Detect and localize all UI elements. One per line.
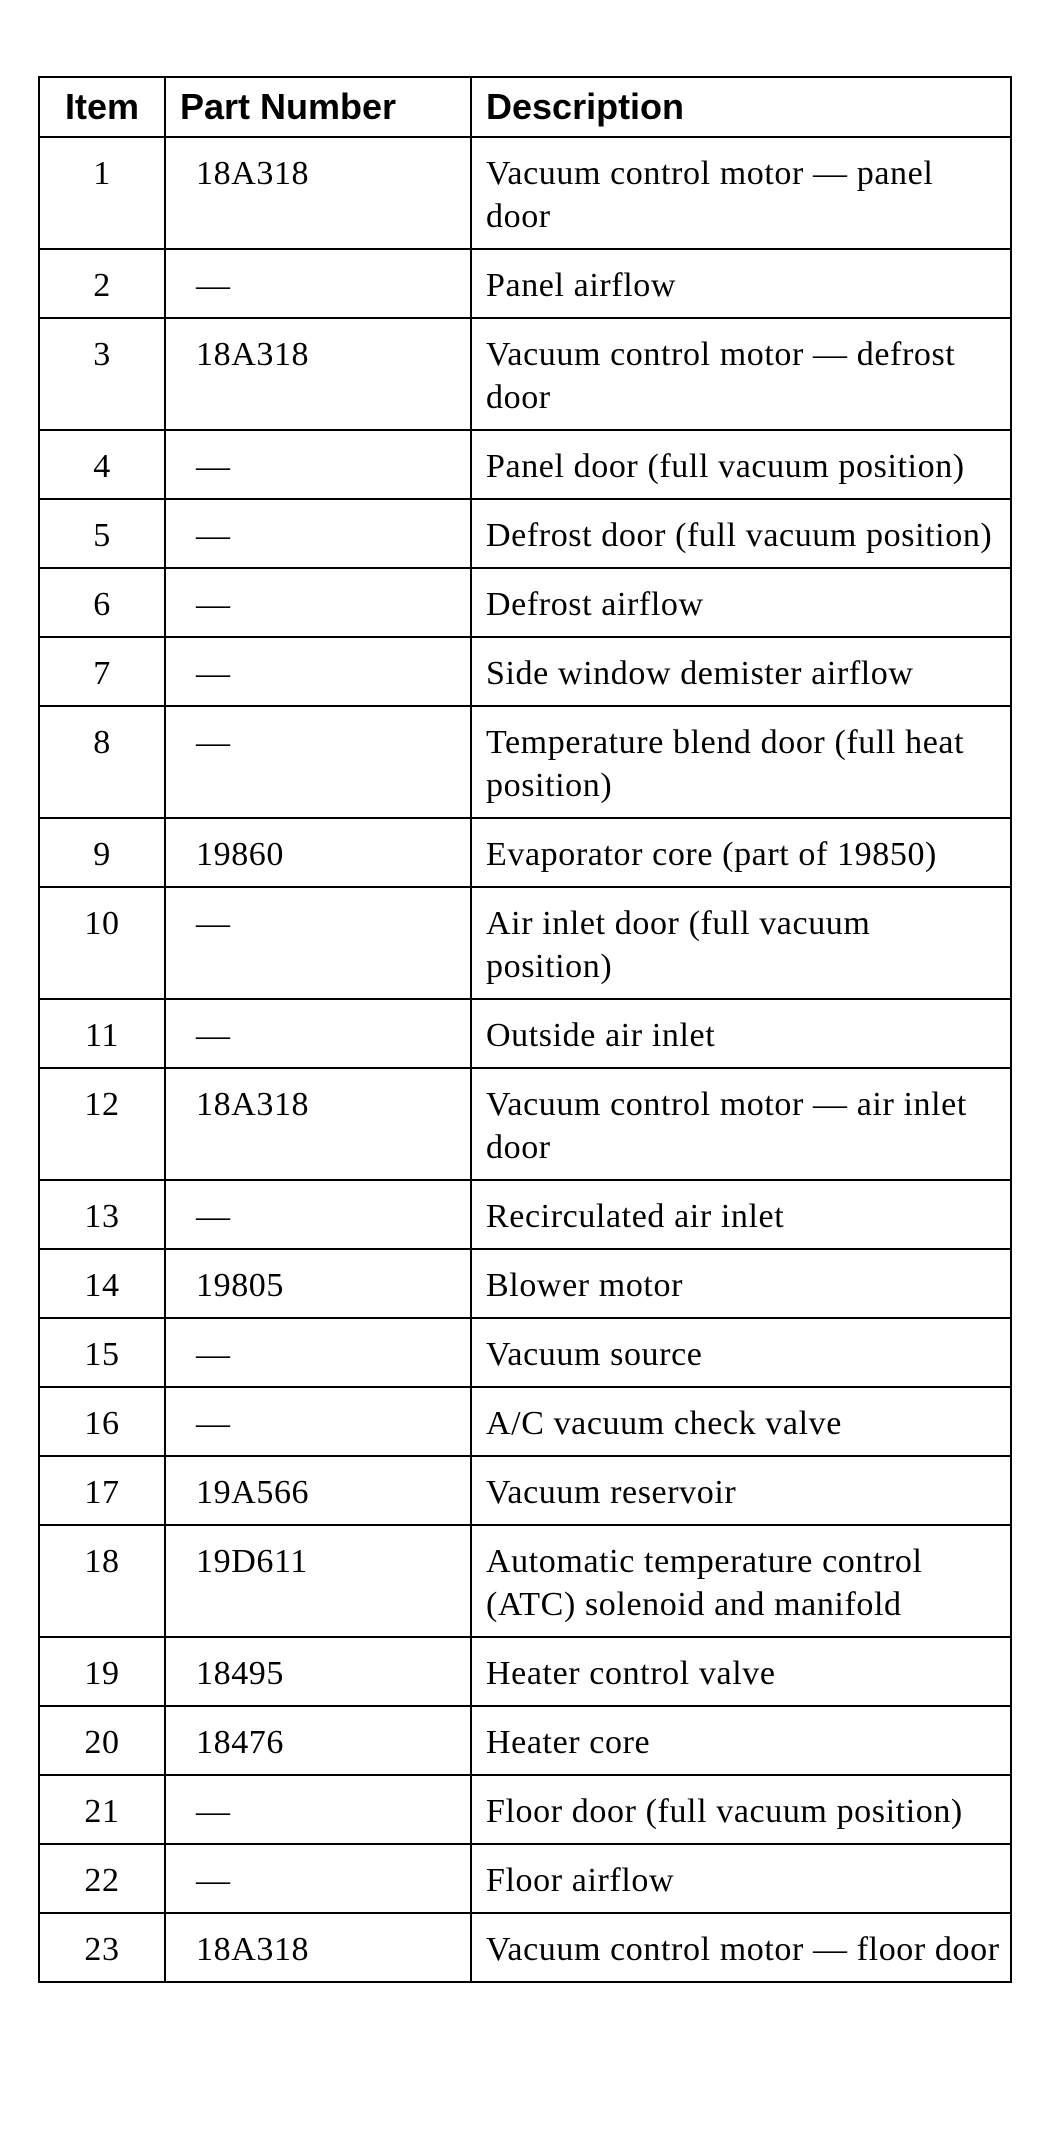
table-row [39,1637,1011,1706]
part-number-cell: — [165,887,471,999]
item-number-cell: 19 [39,1637,165,1706]
table-row [39,637,1011,706]
parts-table-document [38,76,1010,1983]
part-number-cell: — [165,1775,471,1844]
description-cell: Recirculated air inlet [471,1180,1011,1249]
part-number-cell: 19860 [165,818,471,887]
table-row [39,137,1011,249]
part-number-cell: — [165,637,471,706]
table-row [39,1525,1011,1637]
table-row [39,1775,1011,1844]
part-number-column-header: Part Number [165,77,471,137]
part-number-cell: 19D611 [165,1525,471,1637]
item-number-cell: 22 [39,1844,165,1913]
description-cell: Vacuum control motor — floor door [471,1913,1011,1982]
part-number-cell: 18A318 [165,137,471,249]
description-cell: Vacuum reservoir [471,1456,1011,1525]
table-row [39,1068,1011,1180]
description-cell: Vacuum control motor — air inlet door [471,1068,1011,1180]
item-number-cell: 8 [39,706,165,818]
table-row [39,1913,1011,1982]
table-row [39,818,1011,887]
part-number-cell: — [165,568,471,637]
part-number-cell: 18495 [165,1637,471,1706]
table-row [39,430,1011,499]
description-cell: Temperature blend door (full heat position) [471,706,1011,818]
table-row [39,318,1011,430]
part-number-cell: 18476 [165,1706,471,1775]
part-number-cell: — [165,999,471,1068]
part-number-cell: — [165,1318,471,1387]
description-cell: Vacuum control motor — panel door [471,137,1011,249]
description-cell: Blower motor [471,1249,1011,1318]
part-number-cell: 18A318 [165,1068,471,1180]
description-cell: Floor door (full vacuum position) [471,1775,1011,1844]
item-number-cell: 20 [39,1706,165,1775]
item-number-cell: 23 [39,1913,165,1982]
part-number-cell: — [165,706,471,818]
item-number-cell: 13 [39,1180,165,1249]
table-row [39,1844,1011,1913]
table-row [39,1180,1011,1249]
description-cell: Heater control valve [471,1637,1011,1706]
item-number-cell: 11 [39,999,165,1068]
description-cell: Vacuum source [471,1318,1011,1387]
description-cell: Automatic temperature control (ATC) solenoid and manifold [471,1525,1011,1637]
item-number-cell: 17 [39,1456,165,1525]
parts-table-body [39,137,1011,1982]
description-cell: Defrost door (full vacuum position) [471,499,1011,568]
description-cell: Air inlet door (full vacuum position) [471,887,1011,999]
part-number-cell: — [165,499,471,568]
table-row [39,999,1011,1068]
table-row [39,568,1011,637]
description-cell: Panel door (full vacuum position) [471,430,1011,499]
part-number-cell: — [165,1844,471,1913]
description-cell: A/C vacuum check valve [471,1387,1011,1456]
item-number-cell: 7 [39,637,165,706]
item-number-cell: 21 [39,1775,165,1844]
table-row [39,1456,1011,1525]
table-row [39,1387,1011,1456]
item-number-cell: 3 [39,318,165,430]
description-cell: Vacuum control motor — defrost door [471,318,1011,430]
item-number-cell: 9 [39,818,165,887]
part-number-cell: 18A318 [165,318,471,430]
description-cell: Heater core [471,1706,1011,1775]
table-header-row [39,77,1011,137]
description-column-header: Description [471,77,1011,137]
item-number-cell: 18 [39,1525,165,1637]
description-cell: Outside air inlet [471,999,1011,1068]
description-cell: Floor airflow [471,1844,1011,1913]
part-number-cell: — [165,1180,471,1249]
item-number-cell: 16 [39,1387,165,1456]
item-number-cell: 6 [39,568,165,637]
item-number-cell: 15 [39,1318,165,1387]
part-number-cell: — [165,430,471,499]
description-cell: Side window demister airflow [471,637,1011,706]
part-number-cell: — [165,249,471,318]
item-number-cell: 12 [39,1068,165,1180]
item-number-cell: 10 [39,887,165,999]
part-number-cell: 19A566 [165,1456,471,1525]
item-number-cell: 2 [39,249,165,318]
table-row [39,887,1011,999]
table-row [39,249,1011,318]
parts-table [38,76,1012,1983]
item-number-cell: 14 [39,1249,165,1318]
part-number-cell: — [165,1387,471,1456]
part-number-cell: 19805 [165,1249,471,1318]
item-column-header: Item [39,77,165,137]
part-number-cell: 18A318 [165,1913,471,1982]
item-number-cell: 5 [39,499,165,568]
table-row [39,1249,1011,1318]
table-row [39,1318,1011,1387]
table-row [39,706,1011,818]
description-cell: Evaporator core (part of 19850) [471,818,1011,887]
table-row [39,1706,1011,1775]
table-row [39,499,1011,568]
item-number-cell: 4 [39,430,165,499]
description-cell: Panel airflow [471,249,1011,318]
item-number-cell: 1 [39,137,165,249]
description-cell: Defrost airflow [471,568,1011,637]
